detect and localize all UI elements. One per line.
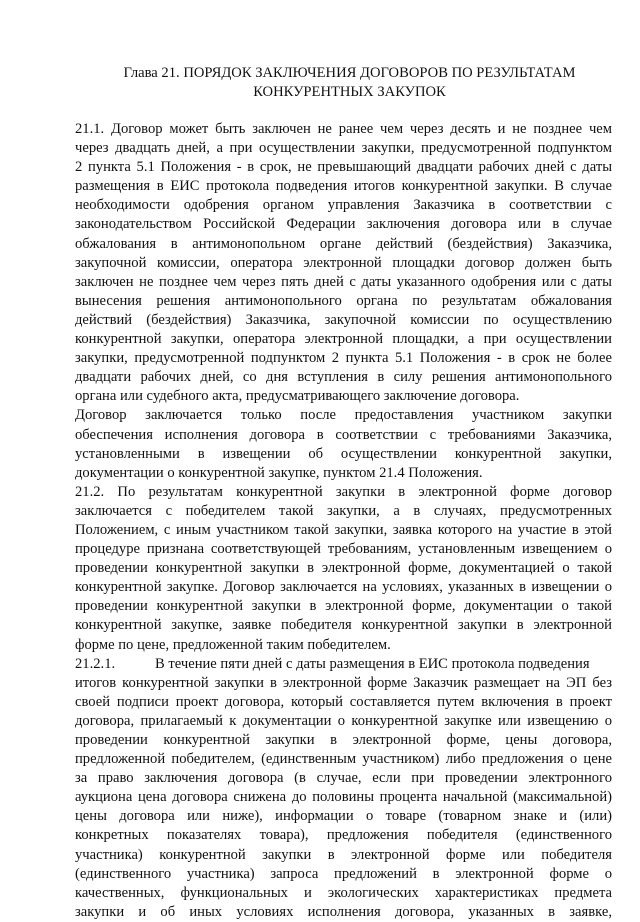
text-line: качественных, функциональных и экологических характеристиках предмета xyxy=(75,884,612,901)
text-line: обеспечения исполнения договора в соответствии с требованиями Заказчика, xyxy=(75,426,612,443)
text-line: обжалования в антимонопольном органе действий (бездействия) Заказчика, xyxy=(75,235,612,252)
text-line: аукциона цена договора снижена до половины процента начальной (максимальной) xyxy=(75,789,612,806)
text-line: органа или судебного акта, предусматривающего заключение договора. xyxy=(75,388,520,405)
text-line: предложенной победителем, (единственным участником) либо предложения о цене xyxy=(75,751,612,768)
text-line: закупки, предусмотренной подпунктом 2 пункта 5.1 Положения - в срок не более xyxy=(75,350,612,367)
text-line: документации о конкурентной закупке, пунктом 21.4 Положения. xyxy=(75,464,483,481)
text-line: заключен не позднее чем через пять дней с даты указанного одобрения или с даты xyxy=(75,273,612,290)
text-line: Положением, с иным участником такой закупки, заявка которого на участие в этой xyxy=(75,521,612,538)
text-line: конкурентной закупки, оператора электронной площадки, а при осуществлении xyxy=(75,331,612,348)
clause-text: В течение пяти дней с даты размещения в ЕИС протокола подведения xyxy=(155,655,590,672)
text-line: размещения в ЕИС протокола подведения итогов конкурентной закупки. В случае xyxy=(75,178,612,195)
clause-number: 21.2.1. xyxy=(75,655,116,672)
text-line: проведении конкурентной закупки в электронной форме, цены договора, xyxy=(75,732,612,748)
text-line: двадцати рабочих дней, со дня вступления в силу решения антимонопольного xyxy=(75,369,612,386)
text-line: конкурентной закупке, заявке победителя конкурентной закупки в электронной xyxy=(75,617,612,634)
text-line: 21.1. Договор может быть заключен не ранее чем через десять и не позднее чем xyxy=(75,121,612,137)
text-line: конкурентной закупке. Договор заключается на условиях, указанных в извещении о xyxy=(75,579,612,596)
text-line: вынесения решения антимонопольного органа по результатам обжалования xyxy=(75,292,612,309)
text-line: 2 пункта 5.1 Положения - в срок, не превышающий двадцати рабочих дней с даты xyxy=(75,159,612,176)
text-line: участника) конкурентной закупки в электронной форме или победителя xyxy=(75,846,612,863)
text-line: закупки и об иных условиях исполнения договора, указанных в заявке, xyxy=(75,903,612,920)
text-line: необходимости одобрения органом управления Заказчика в соответствии с xyxy=(75,197,612,214)
text-line: действий (бездействия) Заказчика, закупочной комиссии по осуществлению xyxy=(75,311,612,328)
text-line: заключается с победителем такой закупки, а в случаях, предусмотренных xyxy=(75,502,612,519)
text-line: проведении конкурентной закупки в электронной форме, документацией о такой xyxy=(75,560,612,577)
text-line: за право заключения договора (в случае, если при проведении электронного xyxy=(75,770,612,787)
text-line: цены договора или ниже), информации о товаре (товарном знаке и (или) xyxy=(75,808,612,825)
text-line: форме по цене, предложенной таким победителем. xyxy=(75,636,391,653)
text-line: закупочной комиссии, оператора электронной площадки договор должен быть xyxy=(75,254,612,271)
text-line: 21.2. По результатам конкурентной закупки в электронной форме договор xyxy=(75,483,612,500)
text-line: (единственного участника) запроса предложений в электронной форме о xyxy=(75,865,612,882)
text-line: через двадцать дней, а при осуществлении закупки, предусмотренной подпунктом xyxy=(75,140,612,157)
text-line: своей подписи проект договора, который составляется путем включения в проект xyxy=(75,693,612,710)
text-line: проведении конкурентной закупки в электронной форме, документации о такой xyxy=(75,598,612,615)
text-line: Договор заключается только после предоставления участником закупки xyxy=(75,407,612,424)
text-line: процедуре признана соответствующей требованиям, установленным извещением о xyxy=(75,541,612,558)
text-line: конкретных показателях товара), предложения победителя (единственного xyxy=(75,827,612,844)
chapter-title-line-1: Глава 21. ПОРЯДОК ЗАКЛЮЧЕНИЯ ДОГОВОРОВ ПО РЕЗУЛЬТАТАМ xyxy=(123,65,576,81)
document-body xyxy=(75,120,612,922)
text-line: установленными в извещении об осуществлении конкурентной закупки, xyxy=(75,445,612,462)
text-line: договора, прилагаемый к документации о конкурентной закупке или извещению о xyxy=(75,712,612,729)
text-line: итогов конкурентной закупки в электронной форме Заказчик размещает на ЭП без xyxy=(75,674,612,691)
numbered-clause-line xyxy=(75,655,612,674)
chapter-title-line-2: КОНКУРЕНТНЫХ ЗАКУПОК xyxy=(253,84,446,100)
text-line: законодательством Российской Федерации заключения договора или в случае xyxy=(75,216,612,233)
chapter-title xyxy=(75,64,612,102)
